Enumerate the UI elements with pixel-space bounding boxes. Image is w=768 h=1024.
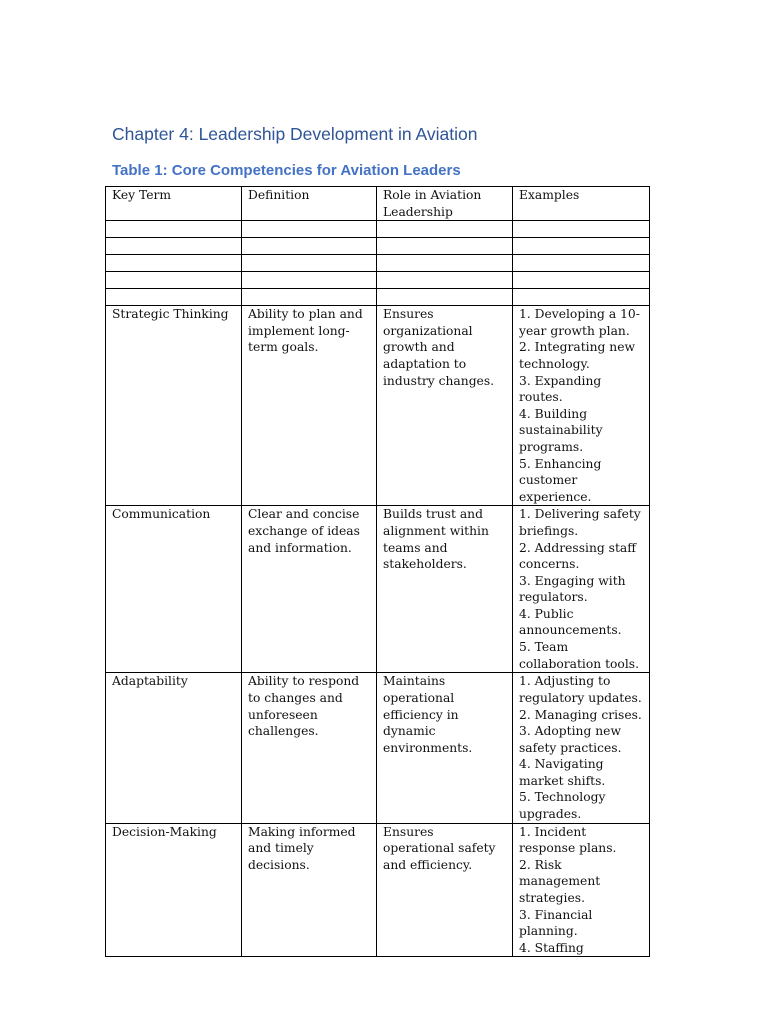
example-item: 2. Integrating new technology.	[519, 340, 636, 371]
role-cell: Ensures operational safety and efficiency.	[377, 823, 513, 957]
table-row	[106, 673, 650, 823]
role-cell: Builds trust and alignment within teams and stakeholders.	[377, 506, 513, 673]
empty-cell	[106, 221, 242, 238]
example-item: 2. Managing crises.	[519, 707, 642, 722]
example-item: 3. Engaging with regulators.	[519, 573, 626, 605]
term-cell: Communication	[106, 506, 242, 673]
chapter-title: Chapter 4: Leadership Development in Aviation	[112, 124, 478, 144]
table-row	[106, 306, 650, 506]
example-item: 5. Team collaboration tools.	[519, 640, 639, 671]
empty-row	[106, 289, 650, 306]
empty-cell	[377, 272, 513, 289]
term-cell: Adaptability	[106, 673, 242, 823]
empty-cell	[513, 221, 650, 238]
header-cell-key-term: Key Term	[106, 187, 242, 221]
examples-cell	[513, 673, 650, 823]
empty-cell	[242, 272, 377, 289]
empty-cell	[513, 272, 650, 289]
example-item: 1. Incident response plans.	[519, 824, 617, 856]
definition-cell: Ability to respond to changes and unforeseen challenges.	[242, 673, 377, 823]
empty-cell	[242, 221, 377, 238]
empty-cell	[513, 255, 650, 272]
example-item: 5. Technology upgrades.	[519, 790, 606, 822]
competencies-table	[105, 186, 650, 957]
term-cell: Decision-Making	[106, 823, 242, 957]
empty-row	[106, 221, 650, 238]
examples-cell	[513, 506, 650, 673]
empty-cell	[106, 238, 242, 255]
empty-row	[106, 272, 650, 289]
term-cell: Strategic Thinking	[106, 306, 242, 506]
definition-cell: Clear and concise exchange of ideas and information.	[242, 506, 377, 673]
example-item: 4. Navigating market shifts.	[519, 757, 606, 788]
examples-cell	[513, 823, 650, 957]
example-item: 1. Adjusting to regulatory updates.	[519, 674, 642, 705]
empty-cell	[242, 238, 377, 255]
empty-cell	[106, 255, 242, 272]
table-row	[106, 823, 650, 957]
header-cell-definition: Definition	[242, 187, 377, 221]
example-item: 2. Risk management strategies.	[519, 857, 601, 906]
table-row	[106, 506, 650, 673]
empty-cell	[377, 289, 513, 306]
example-item: 4. Public announcements.	[519, 606, 622, 638]
definition-cell: Ability to plan and implement long-term goals.	[242, 306, 377, 506]
empty-cell	[106, 289, 242, 306]
empty-cell	[377, 255, 513, 272]
example-item: 3. Adopting new safety practices.	[519, 724, 622, 755]
example-item: 1. Developing a 10-year growth plan.	[519, 307, 640, 338]
empty-cell	[377, 238, 513, 255]
header-cell-examples: Examples	[513, 187, 650, 221]
empty-row	[106, 255, 650, 272]
example-item: 4. Staffing	[519, 940, 584, 955]
empty-cell	[513, 238, 650, 255]
table-caption: Table 1: Core Competencies for Aviation Leaders	[112, 162, 461, 179]
example-item: 3. Expanding routes.	[519, 373, 602, 405]
example-item: 2. Addressing staff concerns.	[519, 540, 636, 572]
role-cell: Maintains operational efficiency in dynamic environments.	[377, 673, 513, 823]
example-item: 4. Building sustainability programs.	[519, 406, 603, 454]
empty-cell	[106, 272, 242, 289]
example-item: 5. Enhancing customer experience.	[519, 456, 602, 504]
example-item: 1. Delivering safety briefings.	[519, 507, 641, 538]
role-cell: Ensures organizational growth and adaptation to industry changes.	[377, 306, 513, 506]
table-header-row	[106, 187, 650, 221]
header-cell-role: Role in Aviation Leadership	[377, 187, 513, 221]
empty-row	[106, 238, 650, 255]
empty-cell	[377, 221, 513, 238]
empty-cell	[242, 289, 377, 306]
empty-cell	[513, 289, 650, 306]
definition-cell: Making informed and timely decisions.	[242, 823, 377, 957]
examples-cell	[513, 306, 650, 506]
empty-cell	[242, 255, 377, 272]
example-item: 3. Financial planning.	[519, 907, 593, 939]
